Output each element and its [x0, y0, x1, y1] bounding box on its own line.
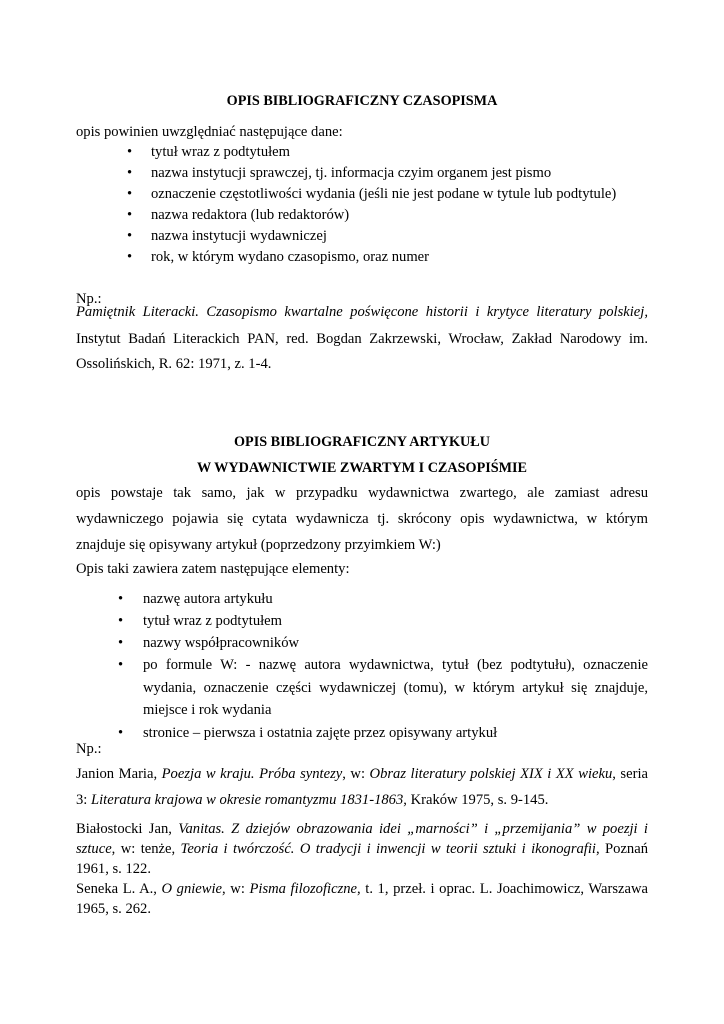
bullet: •: [118, 725, 124, 741]
bullet: •: [118, 635, 124, 651]
list-item: stronice – pierwsza i ostatnia zajęte przez opisywany artykuł: [143, 725, 498, 741]
citation-title: sztuce: [76, 841, 112, 857]
bullet: •: [118, 591, 124, 607]
list-item: oznaczenie częstotliwości wydania (jeśli nie jest podane w tytule lub podtytule): [151, 186, 617, 202]
citation-book: Teoria i twórczość. O tradycji i inwencji w teorii sztuki i ikonografii: [180, 841, 596, 857]
citation-line: [76, 765, 648, 783]
section2-title: OPIS BIBLIOGRAFICZNY ARTYKUŁU: [234, 434, 490, 450]
section2-subtitle: W WYDAWNICTWIE ZWARTYM I CZASOPIŚMIE: [196, 460, 528, 476]
citation-tail: , Kraków 1975, s. 9-145.: [403, 792, 549, 808]
citation-title: O gniewie: [161, 881, 223, 897]
example-line: Pamiętnik Literacki. Czasopismo kwartalne poświęcone historii i krytyce literatury polskiej,: [76, 304, 648, 320]
list-item: nazwę autora artykułu: [143, 591, 273, 607]
citation-book: Pisma filozoficzne: [249, 881, 358, 897]
citation-line: [76, 791, 648, 809]
list-item: nazwa instytucji wydawniczej: [151, 228, 327, 244]
example-label: Np.:: [76, 291, 102, 307]
citation-text: 3:: [76, 792, 91, 808]
citation-tail: , t. 1, przeł. i oprac. L. Joachimowicz, Warszawa: [357, 881, 648, 897]
list-item: po formule W: - nazwę autora wydawnictwa, tytuł (bez podtytułu), oznaczenie: [143, 657, 648, 673]
bullet: •: [118, 613, 124, 629]
list-item: nazwa redaktora (lub redaktorów): [151, 207, 350, 223]
citation-author: Białostocki Jan,: [76, 821, 179, 837]
bullet: •: [118, 657, 124, 673]
list-item: tytuł wraz z podtytułem: [151, 144, 291, 160]
citation-author: Janion Maria,: [76, 766, 162, 782]
citation-tail: , seria: [612, 766, 648, 782]
paragraph-line: Opis taki zawiera zatem następujące elementy:: [76, 561, 350, 577]
citation-in: , w:: [342, 766, 370, 782]
section1-intro: opis powinien uwzględniać następujące dane:: [76, 124, 343, 140]
citation-series: Literatura krajowa w okresie romantyzmu 1831-1863: [91, 792, 404, 808]
citation-in: , w:: [222, 881, 250, 897]
citation-tail: , Poznań: [595, 841, 648, 857]
bullet: •: [127, 165, 133, 181]
citation-line: [76, 840, 648, 858]
paragraph-line: opis powstaje tak samo, jak w przypadku wydawnictwa zwartego, ale zamiast adresu: [76, 485, 648, 501]
example-line: Ossolińskich, R. 62: 1971, z. 1-4.: [76, 356, 272, 372]
citation-line: [76, 820, 648, 838]
list-item: nazwy współpracowników: [143, 635, 300, 651]
citation-title: Vanitas. Z dziejów obrazowania idei „marności” i „przemijania” w poezji i: [178, 821, 648, 837]
list-item: tytuł wraz z podtytułem: [143, 613, 283, 629]
bullet: •: [127, 207, 133, 223]
example-label: Np.:: [76, 741, 102, 757]
citation-book: Obraz literatury polskiej XIX i XX wieku: [369, 766, 613, 782]
citation-title: Poezja w kraju. Próba syntezy: [161, 766, 343, 782]
paragraph-line: wydawniczego pojawia się cytata wydawnicza tj. skrócony opis wydawnictwa, w którym: [76, 511, 648, 527]
citation-text: , w: tenże,: [111, 841, 181, 857]
list-item: nazwa instytucji sprawczej, tj. informacja czyim organem jest pismo: [151, 165, 552, 181]
bullet: •: [127, 249, 133, 265]
list-item: rok, w którym wydano czasopismo, oraz numer: [151, 249, 430, 265]
bullet: •: [127, 228, 133, 244]
example-line: Instytut Badań Literackich PAN, red. Bogdan Zakrzewski, Wrocław, Zakład Narodowy im.: [76, 331, 648, 347]
citation-line: 1961, s. 122.: [76, 861, 151, 877]
list-item-continuation: miejsce i rok wydania: [143, 702, 272, 718]
citation-line: 1965, s. 262.: [76, 901, 151, 917]
paragraph-line: znajduje się opisywany artykuł (poprzedzony przyimkiem W:): [76, 537, 441, 553]
citation-author: Seneka L. A.,: [76, 881, 162, 897]
list-item-continuation: wydania, oznaczenie części wydawniczej (tomu), w którym artykuł się znajduje,: [143, 680, 648, 696]
bullet: •: [127, 144, 133, 160]
citation-line: [76, 880, 648, 898]
section1-title: OPIS BIBLIOGRAFICZNY CZASOPISMA: [226, 93, 498, 109]
bullet: •: [127, 186, 133, 202]
